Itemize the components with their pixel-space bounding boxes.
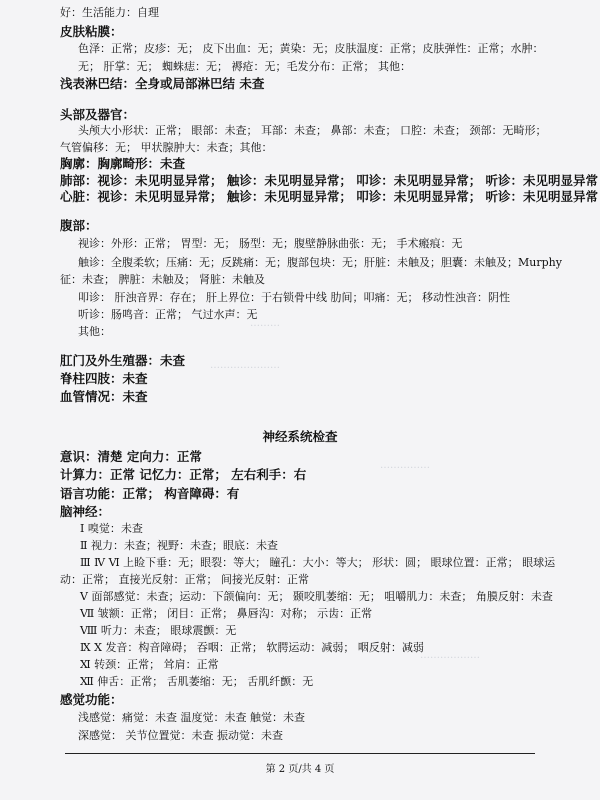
text-line: 深感觉： 关节位置觉：未查 振动觉：未查 [78, 729, 283, 742]
section-heading: 皮肤粘膜： [60, 24, 123, 39]
text-line: 叩诊： 肝浊音界：存在； 肝上界位：于右锁骨中线 肋间；叩痛：无； 移动性浊音：阴性 [78, 291, 510, 304]
section-heading: 头部及器官： [60, 107, 136, 122]
bleed-through-text: …………… [380, 460, 430, 471]
text-line: Ⅴ 面部感觉：未查；运动：下颌偏向：无； 颞咬肌萎缩：无； 咀嚼肌力：未查； 角膜反射：未查 [80, 590, 553, 603]
bleed-through-text: ……… [250, 318, 280, 329]
section-heading: 语言功能：正常； 构音障碍：有 [60, 486, 240, 501]
bleed-through-text: ………………… [210, 360, 280, 371]
text-line: Ⅰ 嗅觉：未查 [80, 522, 143, 535]
page-number: 第 2 页/共 4 页 [265, 764, 335, 775]
text-line: 头颅大小形状：正常； 眼部：未查； 耳部：未查； 鼻部：未查； 口腔：未查； 颈部：无畸形； [78, 124, 547, 137]
section-heading: 感觉功能： [60, 692, 123, 707]
section-heading: 腹部： [60, 218, 98, 233]
text-line: 征：未查； 脾脏：未触及； 肾脏：未触及 [60, 273, 265, 286]
section-heading: 肺部：视诊：未见明显异常； 触诊：未见明显异常； 叩诊：未见明显异常； 听诊：未见明显异常 [60, 173, 599, 188]
text-line: 听诊：肠鸣音：正常； 气过水声：无 [78, 308, 258, 321]
text-line: 色泽：正常；皮疹：无； 皮下出血：无；黄染：无；皮肤温度：正常；皮肤弹性：正常；水肿： [78, 42, 544, 55]
text-line: 触诊：全腹柔软；压痛：无；反跳痛：无；腹部包块：无；肝脏：未触及；胆囊：未触及；Murphy [78, 256, 562, 269]
bleed-through-text: ……………… [420, 650, 480, 661]
text-line: 动：正常； 直接光反射：正常； 间接光反射：正常 [60, 573, 309, 586]
section-heading: 心脏：视诊：未见明显异常； 触诊：未见明显异常； 叩诊：未见明显异常； 听诊：未见明显异常 [60, 189, 599, 204]
text-line: 好：生活能力：自理 [60, 6, 159, 19]
section-heading: 神经系统检查 [262, 429, 338, 444]
section-heading: 意识：清楚 定向力：正常 [60, 449, 202, 464]
section-heading: 胸廓：胸廓畸形：未查 [60, 156, 186, 171]
text-line: 气管偏移：无； 甲状腺肿大：未查；其他： [60, 141, 273, 154]
text-line: 视诊：外形：正常； 胃型：无； 肠型：无；腹壁静脉曲张：无； 手术瘢痕：无 [78, 237, 463, 250]
section-heading: 肛门及外生殖器：未查 [60, 353, 186, 368]
text-line: 其他： [78, 325, 111, 338]
text-line: Ⅲ Ⅳ Ⅵ 上睑下垂：无；眼裂：等大； 瞳孔：大小：等大； 形状：圆； 眼球位置：正常； 眼球运 [80, 556, 556, 569]
text-line: Ⅻ 伸舌：正常； 舌肌萎缩：无； 舌肌纤颤：无 [80, 675, 314, 688]
text-line: Ⅱ 视力：未查；视野：未查；眼底：未查 [80, 539, 278, 552]
text-line: Ⅶ 皱额：正常； 闭目：正常； 鼻唇沟：对称； 示齿：正常 [80, 607, 373, 620]
text-line: Ⅷ 听力：未查； 眼球震颤：无 [80, 624, 237, 637]
text-line: Ⅺ 转颈：正常； 耸肩：正常 [80, 658, 219, 671]
section-heading: 血管情况：未查 [60, 389, 148, 404]
text-line: 浅感觉：痛觉：未查 温度觉：未查 触觉：未查 [78, 711, 305, 724]
section-heading: 脑神经： [60, 504, 111, 519]
text-line: 无； 肝掌：无； 蜘蛛痣：无； 褥疮：无；毛发分布：正常； 其他： [78, 60, 411, 73]
section-heading: 浅表淋巴结：全身或局部淋巴结 未查 [60, 76, 265, 91]
section-heading: 计算力：正常 记忆力：正常； 左右利手：右 [60, 467, 307, 482]
text-line: Ⅸ Ⅹ 发音：构音障碍； 吞咽：正常； 软腭运动：减弱； 咽反射：减弱 [80, 641, 424, 654]
section-heading: 脊柱四肢：未查 [60, 371, 148, 386]
footer-divider [65, 753, 535, 754]
